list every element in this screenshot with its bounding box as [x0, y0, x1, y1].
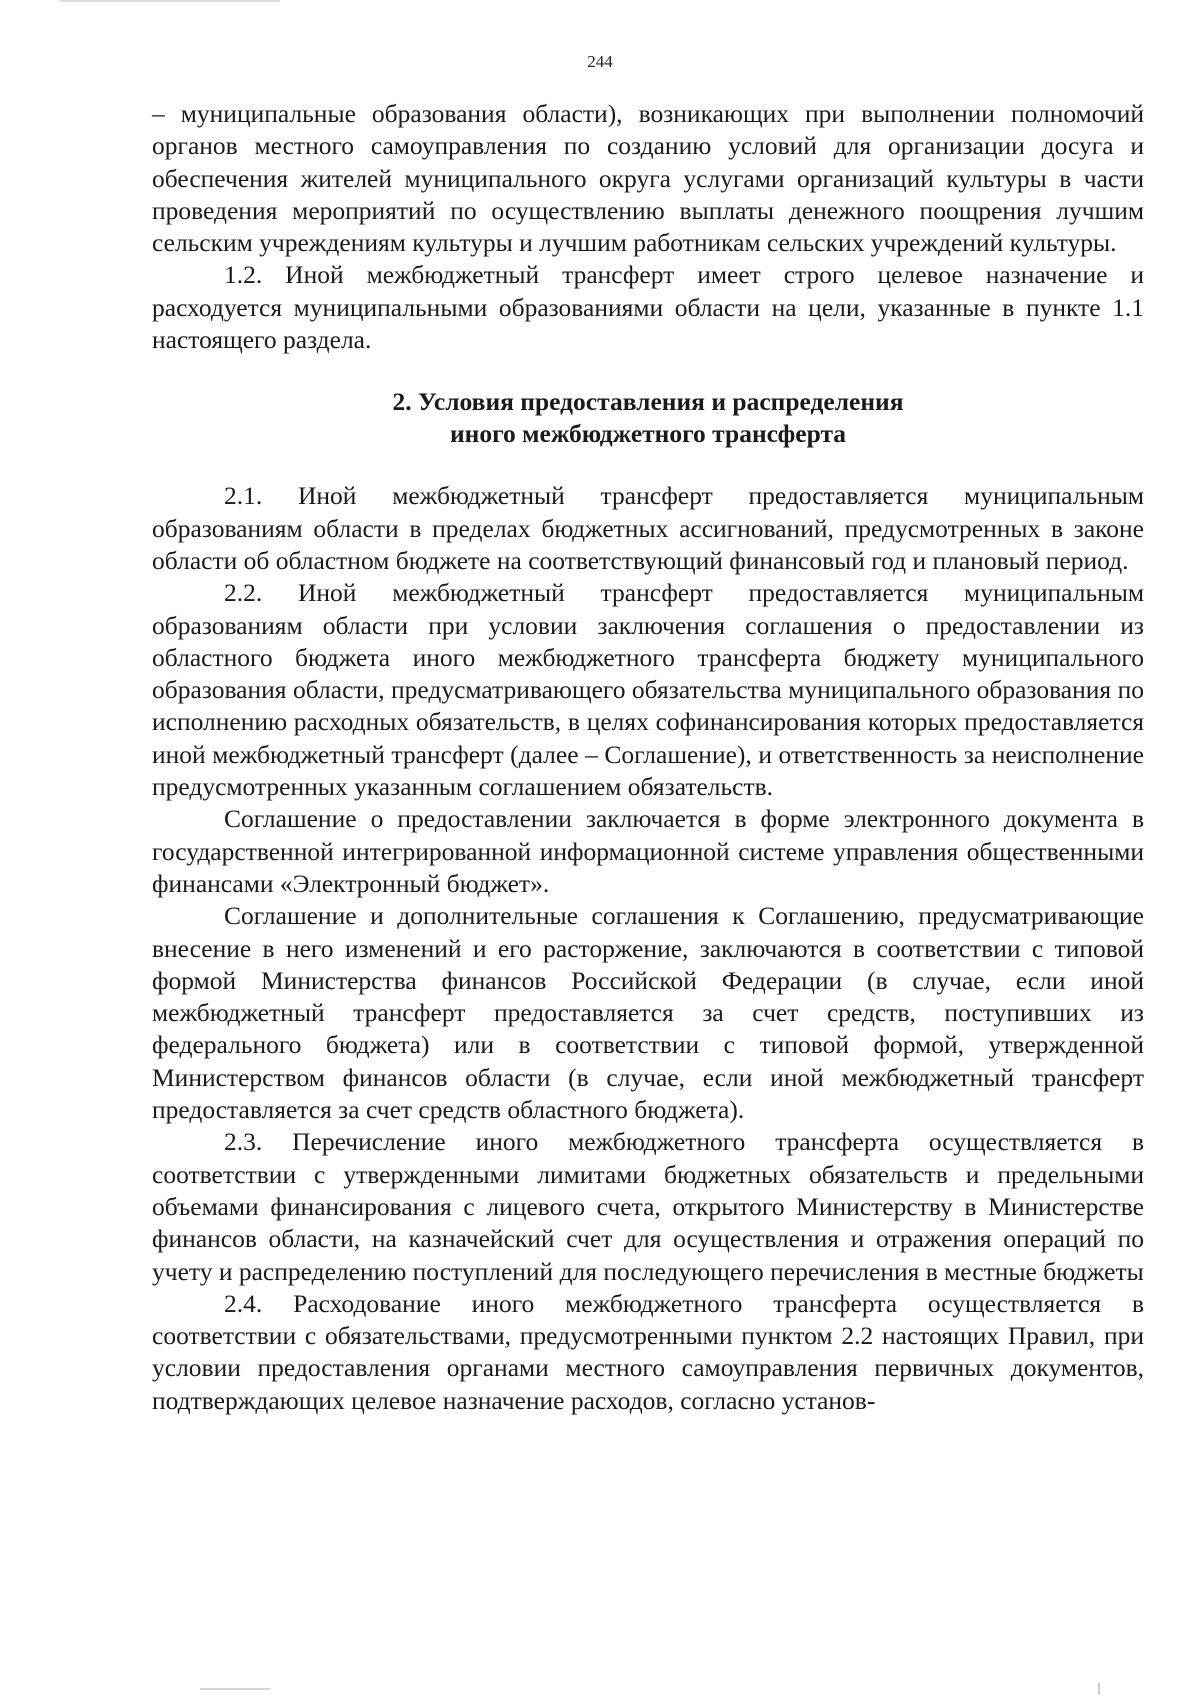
- paragraph-2-2: 2.2. Иной межбюджетный трансферт предоставляется муниципальным образованиям области при условии заключения соглашения о предоставлении из областного бюджета иного межбюджетного трансферта бюджету муниципального образования области, предусматривающего обязательства муниципального образования по исполнению расходных обязательств, в целях софинансирования которых предоставляется иной межбюджетный трансферт (далее – Соглашение), и ответственность за неисполнение предусмотренных указанным соглашением обязательств.: [152, 578, 1144, 802]
- paragraph-1-2: 1.2. Иной межбюджетный трансферт имеет строго целевое назначение и расходуется муниципальными образованиями области на цели, указанные в пункте 1.1 настоящего раздела.: [152, 260, 1144, 355]
- section1-text: [152, 98, 1144, 356]
- scan-artifact-bottom-right: [1098, 1683, 1100, 1695]
- section-heading-line1: 2. Условия предоставления и распределения: [392, 387, 904, 417]
- page-number: 244: [587, 52, 613, 71]
- paragraph-2-1: 2.1. Иной межбюджетный трансферт предоставляется муниципальным образованиям области в пределах бюджетных ассигнований, предусмотренных в законе области об областном бюджете на соответствующий финансовый год и плановый период.: [152, 481, 1144, 575]
- scan-artifact-bottom-left: [200, 1688, 270, 1690]
- paragraph-2-4: 2.4. Расходование иного межбюджетного трансферта осуществляется в соответствии с обязательствами, предусмотренными пунктом 2.2 настоящих Правил, при условии предоставления органами местного самоуправления первичных документов, подтверждающих целевое назначение расходов, согласно установ-: [152, 1288, 1144, 1415]
- paragraph-2-3: 2.3. Перечисление иного межбюджетного трансферта осуществляется в соответствии с утвержденными лимитами бюджетных обязательств и предельными объемами финансирования с лицевого счета, открытого Министерству в Министерстве финансов области, на казначейский счет для осуществления и отражения операций по учету и распределению поступлений для последующего перечисления в местные бюджеты: [152, 1127, 1144, 1286]
- document-body: [152, 98, 1144, 1417]
- paragraph-agreement-amendments: Соглашение и дополнительные соглашения к Соглашению, предусматривающие внесение в него изменений и его расторжение, заключаются в соответствии с типовой формой Министерства финансов Российской Федерации (в случае, если иной межбюджетный трансферт предоставляется за счет средств, поступивших из федерального бюджета) или в соответствии с типовой формой, утвержденной Министерством финансов области (в случае, если иной межбюджетный трансферт предоставляется за счет средств областного бюджета).: [152, 901, 1144, 1125]
- section-heading-line2: иного межбюджетного трансферта: [449, 419, 847, 449]
- section2-text: [152, 480, 1144, 1417]
- paragraph-agreement-form: Соглашение о предоставлении заключается в форме электронного документа в государственной интегрированной информационной системе управления общественными финансами «Электронный бюджет».: [152, 804, 1144, 898]
- section-heading: [152, 386, 1144, 450]
- paragraph-continuation: – муниципальные образования области), возникающих при выполнении полномочий органов местного самоуправления по созданию условий для организации досуга и обеспечения жителей муниципального округа услугами организаций культуры в части проведения мероприятий по осуществлению выплаты денежного поощрения лучшим сельским учреждениям культуры и лучшим работникам сельских учреждений культуры.: [152, 99, 1144, 258]
- scan-artifact-top: [60, 0, 280, 2]
